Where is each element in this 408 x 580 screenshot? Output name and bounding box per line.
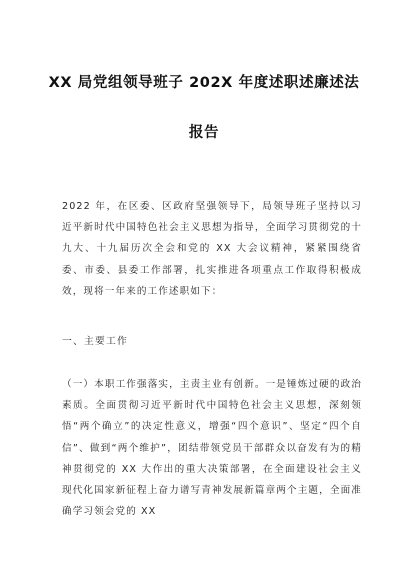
section-heading: 一、主要工作 (62, 336, 128, 347)
document-title-line-2: 报告 (188, 125, 220, 141)
section-paragraph: （一）本职工作强落实，主责主业有创新。一是锤炼过硬的政治素质。全面贯彻习近平新时代中国特色社会主义思想，深刻领悟“两个确立”的决定性意义，增强“四个意识”、坚定“四个自信”、做到“两个维护”，团结带领党员干部群众以奋发有为的精神贯彻党的 XX 大作出的重大决策部署，在全面建设社会主义现代化国家新征程上奋力谱写青神发展新篇章两个主题，全面准确学习领会党的 XX (62, 379, 362, 518)
intro-paragraph: 2022 年，在区委、区政府坚强领导下，局领导班子坚持以习近平新时代中国特色社会主义思想为指导，全面学习贯彻党的十九大、十九届历次全会和党的 XX 大会议精神，紧紧围绕省委、市委、县委工作部署，扎实推进各项重点工作取得积极成效，现将一年来的工作述职如下： (62, 201, 362, 297)
document-title-line-1: XX 局党组领导班子 202X 年度述职述廉述法 (48, 75, 360, 91)
